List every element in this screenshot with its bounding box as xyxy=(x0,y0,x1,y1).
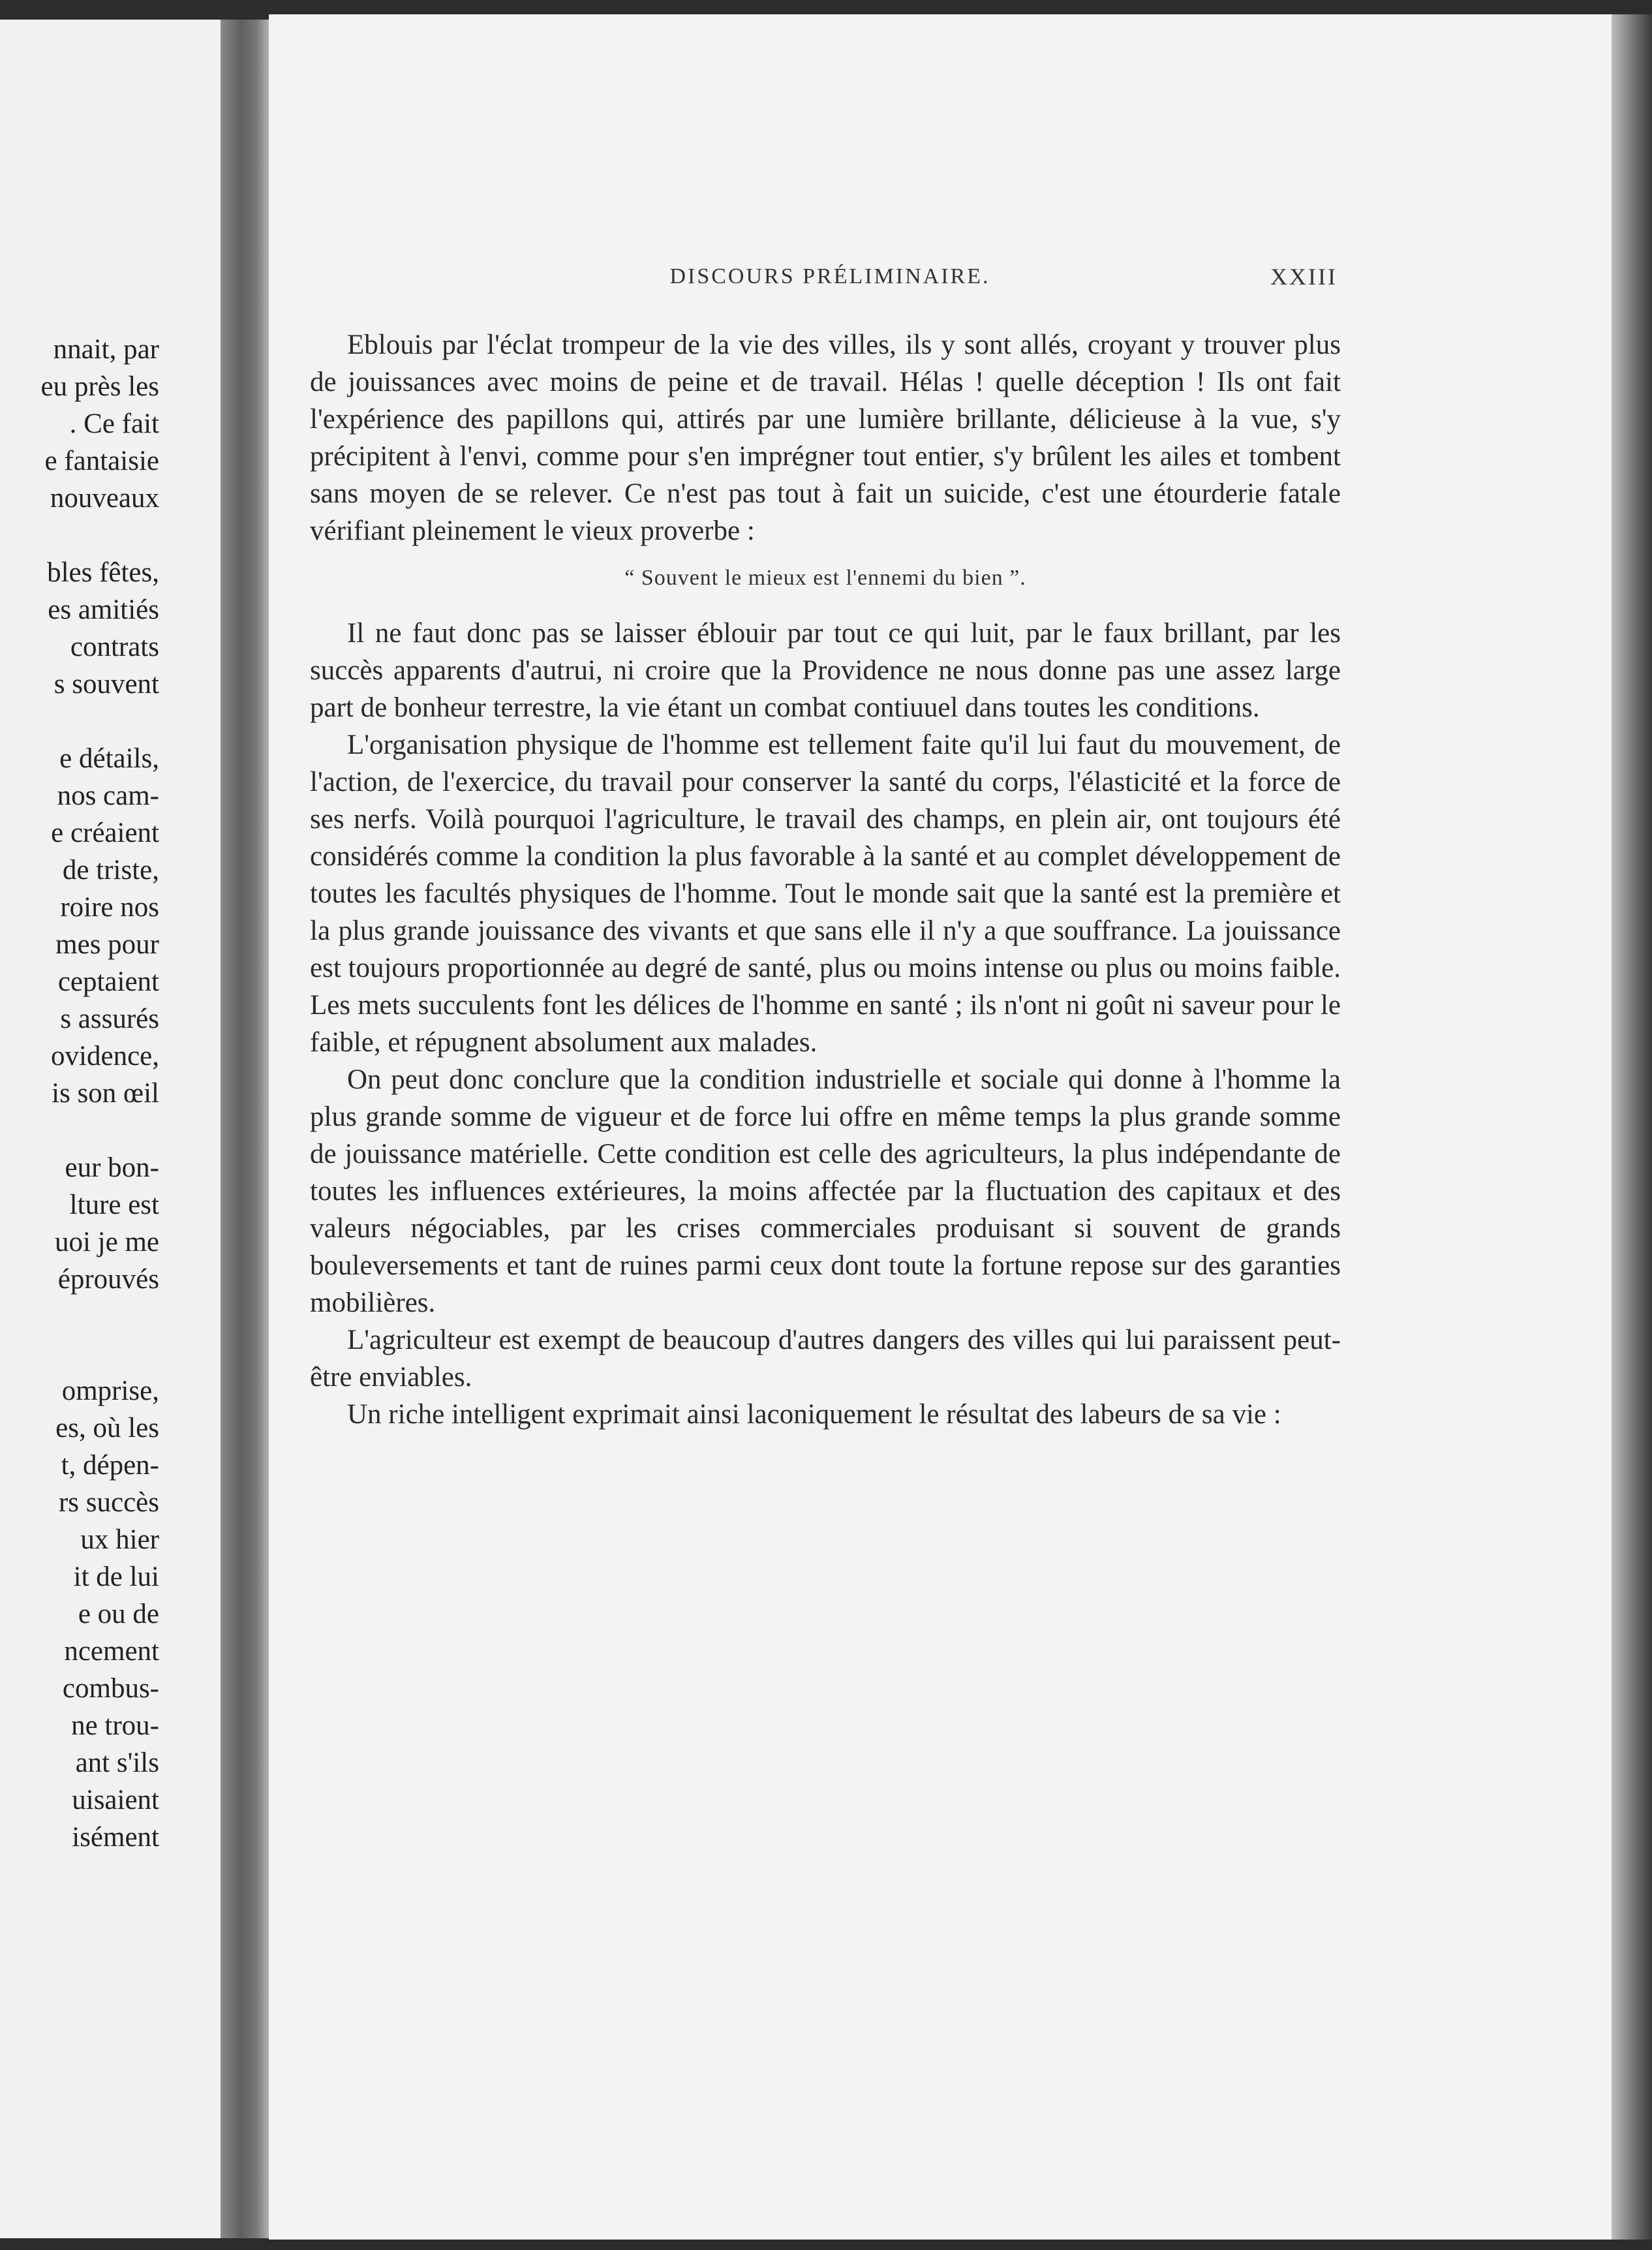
previous-page-line: éprouvés xyxy=(57,1264,159,1295)
previous-page-line: e créaient xyxy=(51,818,159,848)
previous-page-line: s assurés xyxy=(60,1004,159,1034)
previous-page-line: ncement xyxy=(64,1636,159,1667)
previous-page-line: de triste, xyxy=(62,855,159,886)
paragraph: L'agriculteur est exempt de beaucoup d'autres dangers des villes qui lui paraissent peut-être enviables. xyxy=(310,1325,1341,1393)
previous-page-line: eur bon- xyxy=(65,1152,159,1183)
previous-page-line: mes pour xyxy=(55,929,159,960)
previous-page-line: uisaient xyxy=(72,1785,159,1815)
previous-page-line: nnait, par xyxy=(53,334,159,365)
page-edge-shadow xyxy=(1612,14,1652,2240)
previous-page-line: it de lui xyxy=(73,1562,159,1592)
page-body xyxy=(310,326,1341,1433)
previous-page-line: t, dépen- xyxy=(61,1450,159,1481)
paragraph: On peut donc conclure que la condition industrielle et sociale qui donne à l'homme la plus grande somme de vigueur et de force lui offre en même temps la plus grande somme de jouissance matérielle. Cette condition est celle des agriculteurs, la plus indépendante de toutes les influences extérieures, la moins affectée par la fluctuation des capitaux et des valeurs négociables, par les crises commerciales produisant si souvent de grands bouleversements et tant de ruines parmi ceux dont toute la fortune repose sur des garanties mobilières. xyxy=(310,1064,1341,1318)
previous-page-line: nos cam- xyxy=(57,780,159,811)
previous-page-line: roire nos xyxy=(60,892,159,923)
previous-page-line: es amitiés xyxy=(48,594,159,625)
previous-page-line: ne trou- xyxy=(71,1710,159,1741)
previous-page-line: ux hier xyxy=(80,1524,159,1555)
previous-page-line: isément xyxy=(72,1822,159,1853)
previous-page-line: e détails, xyxy=(59,743,159,774)
previous-page-line: rs succès xyxy=(58,1487,159,1518)
previous-page-line: s souvent xyxy=(54,669,159,700)
book-gutter xyxy=(221,20,271,2238)
page-header xyxy=(269,257,1614,296)
previous-page-line: nouveaux xyxy=(50,483,159,514)
previous-page-line: eu près les xyxy=(40,371,159,402)
previous-page-line: e fantaisie xyxy=(44,446,159,476)
previous-page-line: e ou de xyxy=(78,1599,159,1629)
previous-page-line: lture est xyxy=(69,1190,159,1220)
previous-page xyxy=(0,20,221,2238)
previous-page-line: bles fêtes, xyxy=(47,557,159,588)
paragraph: Il ne faut donc pas se laisser éblouir par tout ce qui luit, par le faux brillant, par les succès apparents d'autrui, ni croire que la Providence ne nous donne pas une assez large part de bonheur terrestre, la vie étant un combat contiuuel dans toutes les conditions. xyxy=(310,618,1341,723)
previous-page-line: ceptaient xyxy=(57,966,159,997)
paragraph: L'organisation physique de l'homme est tellement faite qu'il lui faut du mouvement, de l'action, de l'exercice, du travail pour conserver la santé du corps, l'élasticité et la force de ses nerfs. Voilà pourquoi l'agriculture, le travail des champs, en plein air, ont toujours été considérés comme la condition la plus favorable à la santé et au complet développement de toutes les facultés physiques de l'homme. Tout le monde sait que la santé est la première et la plus grande jouissance des vivants et que sans elle il n'y a que souffrance. La jouissance est toujours proportionnée au degré de santé, plus ou moins intense ou plus ou moins faible. Les mets succulents font les délices de l'homme en santé ; ils n'ont ni goût ni saveur pour le faible, et répugnent absolument aux malades. xyxy=(310,730,1341,1058)
previous-page-line: omprise, xyxy=(61,1376,159,1406)
previous-page-line: ovidence, xyxy=(51,1041,159,1071)
previous-page-line: is son œil xyxy=(52,1078,159,1109)
previous-page-line: . Ce fait xyxy=(69,408,159,439)
paragraph: Un riche intelligent exprimait ainsi laconiquement le résultat des labeurs de sa vie : xyxy=(347,1399,1281,1430)
current-page xyxy=(269,14,1614,2240)
running-title: DISCOURS PRÉLIMINAIRE. xyxy=(669,264,990,288)
previous-page-line: uoi je me xyxy=(54,1227,159,1257)
previous-page-line: contrats xyxy=(70,632,159,662)
previous-page-line: ant s'ils xyxy=(75,1748,159,1778)
paragraph: Eblouis par l'éclat trompeur de la vie des villes, ils y sont allés, croyant y trouver plus de jouissances avec moins de peine et de travail. Hélas ! quelle déception ! Ils ont fait l'expérience des papillons qui, attirés par une lumière brillante, délicieuse à la vue, s'y précipitent à l'envi, comme pour s'en imprégner tout entier, s'y brûlent les ailes et tombent sans moyen de se relever. Ce n'est pas tout à fait un suicide, c'est une étourderie fatale vérifiant pleinement le vieux proverbe : xyxy=(310,330,1341,546)
previous-page-line: combus- xyxy=(62,1673,159,1704)
page-number: XXIII xyxy=(1270,264,1338,290)
proverb-quote: “ Souvent le mieux est l'ennemi du bien ”. xyxy=(624,566,1026,590)
previous-page-line: es, où les xyxy=(55,1413,159,1443)
